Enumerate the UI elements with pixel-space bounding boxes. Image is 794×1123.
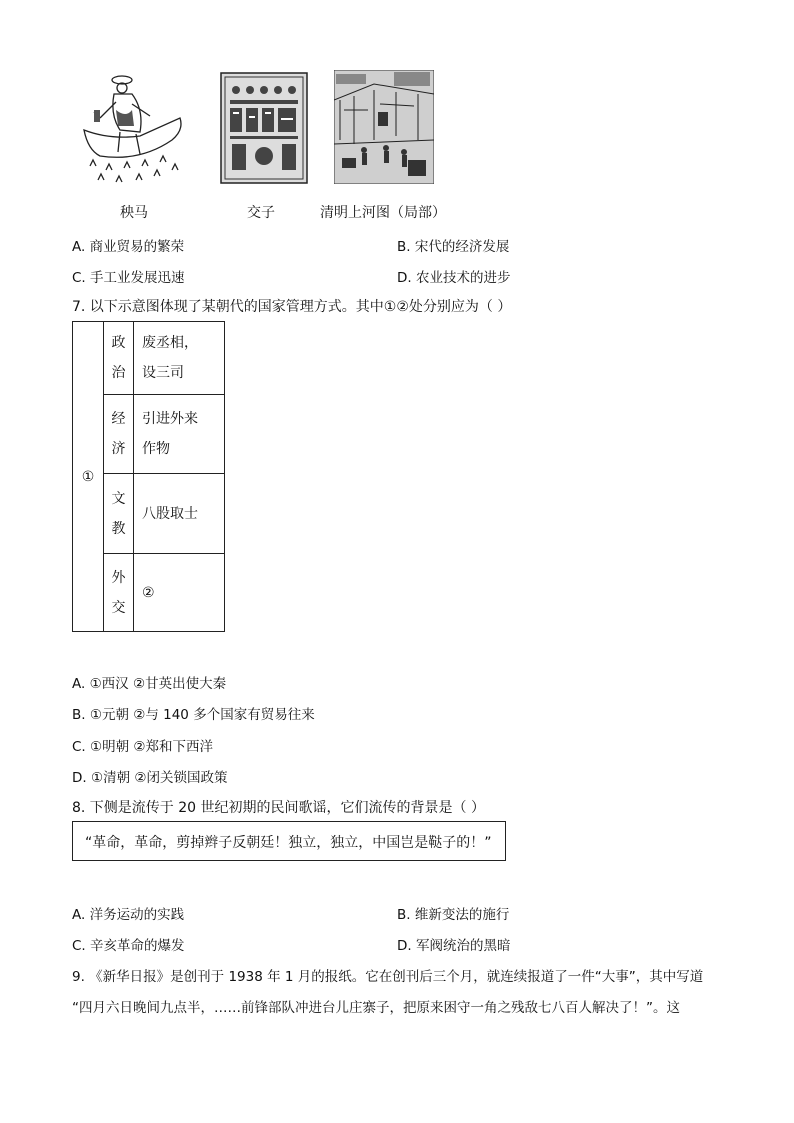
- content-economy: 引进外来 作物: [134, 395, 225, 474]
- dynasty-mark-cell: [73, 322, 104, 632]
- q9-stem-line1: 9. 《新华日报》是创刊于 1938 年 1 月的报纸。它在创刊后三个月，就连续报道了一件“大事”，其中写道: [72, 969, 704, 985]
- dynasty-mark: ①: [81, 468, 95, 485]
- q8-option-c[interactable]: C. 辛亥革命的爆发: [72, 938, 185, 954]
- q8-stem: 8. 下侧是流传于 20 世纪初期的民间歌谣，它们流传的背景是（ ）: [72, 800, 485, 816]
- caption-qingming: 清明上河图（局部）: [320, 205, 446, 221]
- dynasty-management-table: [72, 321, 225, 632]
- q8-option-a[interactable]: A. 洋务运动的实践: [72, 907, 185, 923]
- content-culture-education: 八股取士: [134, 474, 225, 554]
- q7-option-b[interactable]: B. ①元朝 ②与 140 多个国家有贸易往来: [72, 707, 315, 723]
- q7-option-d[interactable]: D. ①清朝 ②闭关锁国政策: [72, 770, 228, 786]
- content-diplomacy: ②: [134, 554, 225, 632]
- q6-option-c[interactable]: C. 手工业发展迅速: [72, 270, 185, 286]
- category-diplomacy: 外 交: [104, 554, 134, 632]
- folk-song-quote-box: [72, 821, 506, 861]
- category-politics: 政 治: [104, 322, 134, 395]
- caption-jiaozi: 交子: [247, 205, 275, 221]
- q6-option-a[interactable]: A. 商业贸易的繁荣: [72, 239, 185, 255]
- q7-option-c[interactable]: C. ①明朝 ②郑和下西洋: [72, 739, 214, 755]
- q6-option-d[interactable]: D. 农业技术的进步: [397, 270, 511, 286]
- folk-song-quote: “革命，革命，剪掉辫子反朝廷！独立，独立，中国岂是鞑子的！”: [85, 835, 492, 851]
- yangma-illustration: [80, 70, 190, 190]
- q7-option-a[interactable]: A. ①西汉 ②甘英出使大秦: [72, 676, 227, 692]
- q9-stem-line2: “四月六日晚间九点半，……前锋部队冲进台儿庄寨子，把原来困守一角之残敌七八百人解决了！”。这: [72, 1000, 680, 1016]
- qingming-painting: [334, 70, 434, 184]
- q7-stem: 7. 以下示意图体现了某朝代的国家管理方式。其中①②处分别应为（ ）: [72, 299, 512, 315]
- q8-option-b[interactable]: B. 维新变法的施行: [397, 907, 510, 923]
- q6-option-b[interactable]: B. 宋代的经济发展: [397, 239, 510, 255]
- jiaozi-illustration: [220, 72, 308, 184]
- q8-option-d[interactable]: D. 军阀统治的黑暗: [397, 938, 511, 954]
- content-politics: 废丞相， 设三司: [134, 322, 225, 395]
- caption-yangma: 秧马: [120, 205, 148, 221]
- category-economy: 经 济: [104, 395, 134, 474]
- category-culture-education: 文 教: [104, 474, 134, 554]
